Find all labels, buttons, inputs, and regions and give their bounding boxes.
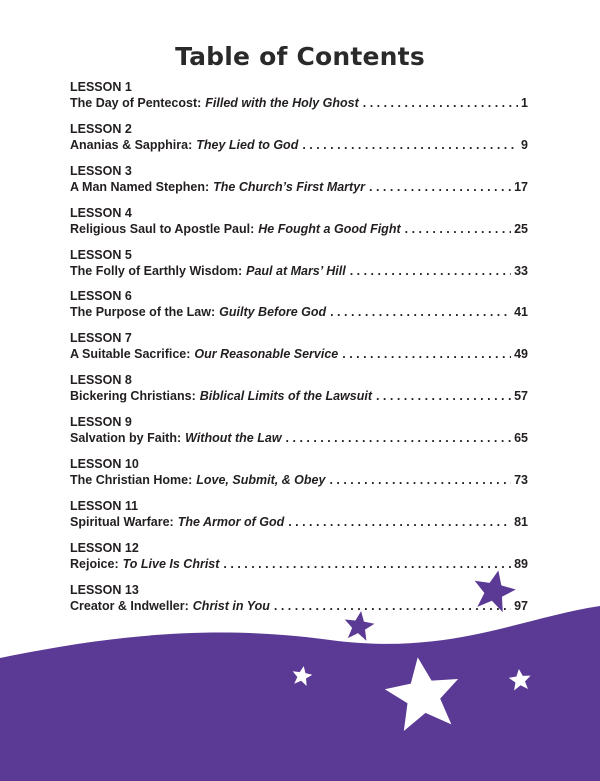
lesson-title: A Man Named Stephen: xyxy=(70,179,210,194)
toc-entry xyxy=(70,540,528,582)
lesson-label: LESSON 4 xyxy=(70,205,132,220)
lesson-subtitle: Love, Submit, & Obey xyxy=(196,473,326,488)
page-number: 97 xyxy=(514,598,528,613)
purple-wave xyxy=(0,606,600,781)
dot-leader xyxy=(376,388,511,404)
table-of-contents xyxy=(70,79,528,624)
toc-entry xyxy=(70,121,528,163)
lesson-title-line xyxy=(70,598,528,614)
toc-entry xyxy=(70,79,528,121)
lesson-title-line xyxy=(70,137,528,153)
toc-entry xyxy=(70,456,528,498)
page-number: 65 xyxy=(514,431,528,446)
dot-leader xyxy=(363,95,518,111)
toc-entry xyxy=(70,163,528,205)
lesson-subtitle: Filled with the Holy Ghost xyxy=(205,96,359,110)
lesson-subtitle: They Lied to God xyxy=(196,137,299,152)
dot-leader xyxy=(286,430,512,446)
lesson-label: LESSON 6 xyxy=(70,289,132,304)
toc-entry xyxy=(70,205,528,247)
lesson-label: LESSON 7 xyxy=(70,331,132,346)
lesson-title: Creator & Indweller: xyxy=(70,598,189,613)
lesson-title-line xyxy=(70,221,528,237)
lesson-label: LESSON 8 xyxy=(70,373,132,388)
lesson-label: LESSON 9 xyxy=(70,415,132,430)
dot-leader xyxy=(274,598,511,614)
lesson-title-line xyxy=(70,388,528,404)
page-number: 73 xyxy=(514,473,528,488)
lesson-title: Bickering Christians: xyxy=(70,389,196,404)
lesson-title-line xyxy=(70,514,528,530)
page-number: 1 xyxy=(521,96,528,110)
lesson-title-line xyxy=(70,179,528,195)
lesson-subtitle: Christ in You xyxy=(192,598,270,613)
lesson-label: LESSON 5 xyxy=(70,247,132,262)
lesson-title: Spiritual Warfare: xyxy=(70,514,174,529)
dot-leader xyxy=(342,346,511,362)
toc-entry xyxy=(70,330,528,372)
lesson-label: LESSON 1 xyxy=(70,80,132,94)
lesson-title: The Purpose of the Law: xyxy=(70,305,216,320)
lesson-subtitle: Biblical Limits of the Lawsuit xyxy=(199,389,372,404)
dot-leader xyxy=(288,514,511,530)
lesson-subtitle: To Live Is Christ xyxy=(122,556,220,571)
lesson-label: LESSON 10 xyxy=(70,457,139,472)
page-number: 57 xyxy=(514,389,528,404)
lesson-subtitle: The Church’s First Martyr xyxy=(213,179,366,194)
lesson-label: LESSON 3 xyxy=(70,163,132,178)
toc-entry xyxy=(70,582,528,624)
lesson-title-line xyxy=(70,304,528,320)
lesson-title: Rejoice: xyxy=(70,556,119,571)
lesson-subtitle: He Fought a Good Fight xyxy=(258,221,401,236)
lesson-subtitle: Guilty Before God xyxy=(219,305,327,320)
lesson-title: Ananias & Sapphira: xyxy=(70,137,193,152)
page-number: 33 xyxy=(514,263,528,278)
toc-entry xyxy=(70,247,528,289)
toc-entry xyxy=(70,498,528,540)
toc-entry xyxy=(70,414,528,456)
lesson-label: LESSON 13 xyxy=(70,582,139,597)
page-number: 17 xyxy=(514,179,528,194)
page-number: 49 xyxy=(514,347,528,362)
lesson-title-line xyxy=(70,263,528,279)
dot-leader xyxy=(223,556,511,572)
lesson-subtitle: Without the Law xyxy=(185,431,282,446)
dot-leader xyxy=(369,179,511,195)
lesson-title: Religious Saul to Apostle Paul: xyxy=(70,221,255,236)
dot-leader xyxy=(330,304,511,320)
lesson-label: LESSON 11 xyxy=(70,498,139,513)
page-number: 41 xyxy=(514,305,528,320)
lesson-title-line xyxy=(70,95,528,111)
page-number: 89 xyxy=(514,556,528,571)
lesson-title-line xyxy=(70,472,528,488)
dot-leader xyxy=(405,221,511,237)
lesson-subtitle: Paul at Mars’ Hill xyxy=(246,263,346,278)
toc-entry xyxy=(70,372,528,414)
lesson-label: LESSON 12 xyxy=(70,540,139,555)
lesson-label: LESSON 2 xyxy=(70,121,132,136)
page-title: Table of Contents xyxy=(175,42,425,71)
lesson-title: Salvation by Faith: xyxy=(70,431,182,446)
lesson-title: The Folly of Earthly Wisdom: xyxy=(70,263,243,278)
dot-leader xyxy=(329,472,511,488)
lesson-title: The Day of Pentecost: xyxy=(70,96,202,110)
page-number: 25 xyxy=(514,221,528,236)
lesson-title-line xyxy=(70,430,528,446)
lesson-title-line xyxy=(70,556,528,572)
lesson-subtitle: The Armor of God xyxy=(177,514,285,529)
lesson-subtitle: Our Reasonable Service xyxy=(194,347,339,362)
lesson-title-line xyxy=(70,346,528,362)
toc-entry xyxy=(70,288,528,330)
page-number: 81 xyxy=(514,514,528,529)
dot-leader xyxy=(302,137,518,153)
page-number: 9 xyxy=(521,137,528,152)
lesson-title: The Christian Home: xyxy=(70,473,193,488)
dot-leader xyxy=(350,263,511,279)
lesson-title: A Suitable Sacrifice: xyxy=(70,347,191,362)
